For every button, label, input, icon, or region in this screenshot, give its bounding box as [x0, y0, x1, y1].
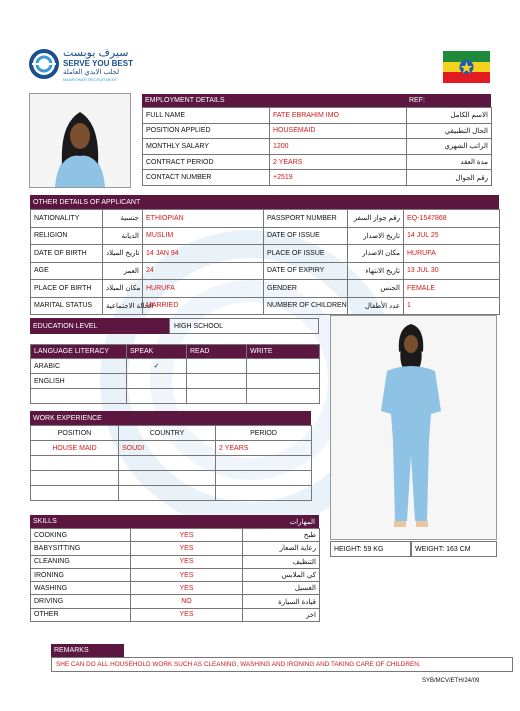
detail-value: 24 — [143, 262, 264, 280]
table-row — [31, 608, 320, 621]
detail-arabic-label: رقم جواز السفر — [348, 210, 404, 228]
weight-value: WEIGHT: 163 CM — [411, 541, 497, 557]
table-row — [31, 227, 500, 245]
employment-field-arabic: الاسم الكامل — [407, 108, 492, 124]
employment-field-label: CONTRACT PERIOD — [143, 154, 270, 170]
table-row — [31, 297, 500, 315]
work-country: SOUDI — [119, 441, 216, 456]
empty-cell — [216, 486, 312, 501]
applicant-portrait-photo — [29, 93, 131, 188]
employment-field-label: MONTHLY SALARY — [143, 139, 270, 155]
work-period: 2 YEARS — [216, 441, 312, 456]
detail-label: PASSPORT NUMBER — [264, 210, 348, 228]
write-header: WRITE — [247, 345, 320, 359]
table-row — [31, 262, 500, 280]
skill-value: NO — [131, 595, 243, 608]
skill-value: YES — [131, 542, 243, 555]
employment-field-value: 2 YEARS — [270, 154, 407, 170]
work-experience-table — [30, 425, 312, 501]
skill-arabic: اخر — [243, 608, 320, 621]
detail-arabic-label: الجنس — [348, 280, 404, 298]
employment-field-label: POSITION APPLIED — [143, 123, 270, 139]
detail-value: 13 JUL 30 — [404, 262, 500, 280]
empty-cell — [31, 456, 119, 471]
skill-arabic: طبخ — [243, 529, 320, 542]
skills-table — [30, 528, 320, 622]
table-row — [31, 486, 312, 501]
skills-header-label: SKILLS — [33, 518, 57, 525]
detail-label: NUMBER OF CHILDREN — [264, 297, 348, 315]
detail-value: 1 — [404, 297, 500, 315]
skill-name: COOKING — [31, 529, 131, 542]
employment-details-table — [142, 107, 492, 186]
remarks-header: REMARKS — [51, 644, 124, 657]
language-speak-mark — [127, 374, 187, 389]
language-read-mark — [187, 374, 247, 389]
height-value: HEIGHT: 59 KG — [330, 541, 411, 557]
other-details-header: OTHER DETAILS OF APPLICANT — [30, 195, 499, 209]
skills-header — [30, 515, 319, 528]
detail-value: 14 JAN 94 — [143, 245, 264, 263]
detail-label: PLACE OF BIRTH — [31, 280, 103, 298]
company-logo-icon — [28, 48, 60, 80]
skill-name: BABYSITTING — [31, 542, 131, 555]
employment-field-arabic: الحال التطبيقي — [407, 123, 492, 139]
skill-value: YES — [131, 582, 243, 595]
language-header: LANGUAGE LITERACY — [31, 345, 127, 359]
detail-value: MUSLIM — [143, 227, 264, 245]
table-row — [31, 441, 312, 456]
detail-arabic-label: تاريخ الاصدار — [348, 227, 404, 245]
employment-field-label: CONTACT NUMBER — [143, 170, 270, 186]
company-arabic-name: سيرف يوبست — [63, 47, 129, 59]
table-row — [31, 542, 320, 555]
empty-cell — [247, 389, 320, 404]
employment-field-value: HOUSEMAID — [270, 123, 407, 139]
detail-value: FEMALE — [404, 280, 500, 298]
skill-value: YES — [131, 529, 243, 542]
language-name: ENGLISH — [31, 374, 127, 389]
detail-value: MARRIED — [143, 297, 264, 315]
empty-cell — [119, 456, 216, 471]
detail-label: DATE OF ISSUE — [264, 227, 348, 245]
detail-arabic-label: جنسية — [103, 210, 143, 228]
company-english-name: SERVE YOU BEST — [63, 59, 133, 68]
language-write-mark — [247, 374, 320, 389]
table-row — [31, 582, 320, 595]
detail-arabic-label: عدد الأطفال — [348, 297, 404, 315]
language-read-mark — [187, 359, 247, 374]
language-literacy-table — [30, 344, 320, 404]
empty-cell — [31, 389, 127, 404]
skill-value: YES — [131, 555, 243, 568]
detail-arabic-label: مكان الاصدار — [348, 245, 404, 263]
applicant-full-body-photo — [330, 315, 497, 540]
detail-label: PLACE OF ISSUE — [264, 245, 348, 263]
table-row — [31, 359, 320, 374]
skill-arabic: قيادة السيارة — [243, 595, 320, 608]
empty-cell — [187, 389, 247, 404]
employment-field-value: 1200 — [270, 139, 407, 155]
detail-arabic-label: الديانة — [103, 227, 143, 245]
skill-name: CLEANING — [31, 555, 131, 568]
employment-field-value: +2519 — [270, 170, 407, 186]
employment-field-value: FATE EBRAHIM IMO — [270, 108, 407, 124]
employment-field-arabic: الراتب الشهري — [407, 139, 492, 155]
language-write-mark — [247, 359, 320, 374]
ethiopia-flag-icon — [443, 51, 490, 83]
remarks-text: SHE CAN DO ALL HOUSEHOLD WORK SUCH AS CLEANING, WASHING AND IRONING AND TAKING CARE OF CHILDREN. — [51, 657, 513, 672]
table-row — [143, 170, 492, 186]
detail-value: HURUFA — [404, 245, 500, 263]
skill-arabic: الغسيل — [243, 582, 320, 595]
empty-cell — [31, 471, 119, 486]
company-tagline: MANPOWER RECRUITMENT — [63, 77, 118, 82]
skill-name: IRONING — [31, 568, 131, 581]
skills-header-arabic: المهارات — [289, 518, 315, 526]
empty-cell — [119, 471, 216, 486]
table-row — [31, 389, 320, 404]
detail-arabic-label: تاريخ الانتهاء — [348, 262, 404, 280]
skill-arabic: كي الملابس — [243, 568, 320, 581]
skill-value: YES — [131, 568, 243, 581]
language-name: ARABIC — [31, 359, 127, 374]
skill-value: YES — [131, 608, 243, 621]
detail-arabic-label: العمر — [103, 262, 143, 280]
work-column-header: PERIOD — [216, 426, 312, 441]
detail-label: AGE — [31, 262, 103, 280]
table-row — [143, 108, 492, 124]
detail-label: GENDER — [264, 280, 348, 298]
employment-field-arabic: رقم الجوال — [407, 170, 492, 186]
detail-arabic-label: تاريخ الميلاد — [103, 245, 143, 263]
table-row — [31, 471, 312, 486]
detail-label: DATE OF BIRTH — [31, 245, 103, 263]
speak-header: SPEAK — [127, 345, 187, 359]
work-column-header: POSITION — [31, 426, 119, 441]
ref-label: REF: — [406, 94, 491, 107]
work-position: HOUSE MAID — [31, 441, 119, 456]
detail-value: ETHIOPIAN — [143, 210, 264, 228]
empty-cell — [127, 389, 187, 404]
table-row — [31, 555, 320, 568]
detail-label: DATE OF EXPIRY — [264, 262, 348, 280]
detail-arabic-label: مكان الميلاد — [103, 280, 143, 298]
table-row — [143, 123, 492, 139]
other-details-table — [30, 209, 500, 315]
read-header: READ — [187, 345, 247, 359]
table-row — [31, 529, 320, 542]
education-level-label: EDUCATION LEVEL — [30, 318, 169, 334]
employment-field-label: FULL NAME — [143, 108, 270, 124]
skill-arabic: التنظيف — [243, 555, 320, 568]
employment-field-arabic: مدة العقد — [407, 154, 492, 170]
detail-label: RELIGION — [31, 227, 103, 245]
empty-cell — [31, 486, 119, 501]
table-row — [143, 154, 492, 170]
language-speak-mark: ✓ — [127, 359, 187, 374]
table-row — [31, 374, 320, 389]
detail-value: EQ-1547868 — [404, 210, 500, 228]
table-row — [31, 210, 500, 228]
skill-name: DRIVING — [31, 595, 131, 608]
table-row — [31, 280, 500, 298]
empty-cell — [216, 456, 312, 471]
work-column-header: COUNTRY — [119, 426, 216, 441]
table-row — [31, 245, 500, 263]
employment-details-header: EMPLOYMENT DETAILS — [142, 94, 406, 107]
education-level-value: HIGH SCHOOL — [169, 318, 319, 334]
table-row — [143, 139, 492, 155]
table-row — [31, 456, 312, 471]
detail-label: MARITAL STATUS — [31, 297, 103, 315]
empty-cell — [216, 471, 312, 486]
detail-value: HURUFA — [143, 280, 264, 298]
skill-arabic: رعاية الصغار — [243, 542, 320, 555]
detail-arabic-label: الحالة الاجتماعية — [103, 297, 143, 315]
company-arabic-sub: لجلب الايدي العاملة — [63, 69, 120, 76]
table-row — [31, 568, 320, 581]
skill-name: WASHING — [31, 582, 131, 595]
skill-name: OTHER — [31, 608, 131, 621]
detail-value: 14 JUL 25 — [404, 227, 500, 245]
table-header-row — [31, 426, 312, 441]
table-row — [31, 595, 320, 608]
detail-label: NATIONALITY — [31, 210, 103, 228]
footer-code: SYB/MCV/ETH/24/09 — [422, 678, 480, 684]
work-experience-header: WORK EXPERIENCE — [30, 411, 311, 425]
empty-cell — [119, 486, 216, 501]
